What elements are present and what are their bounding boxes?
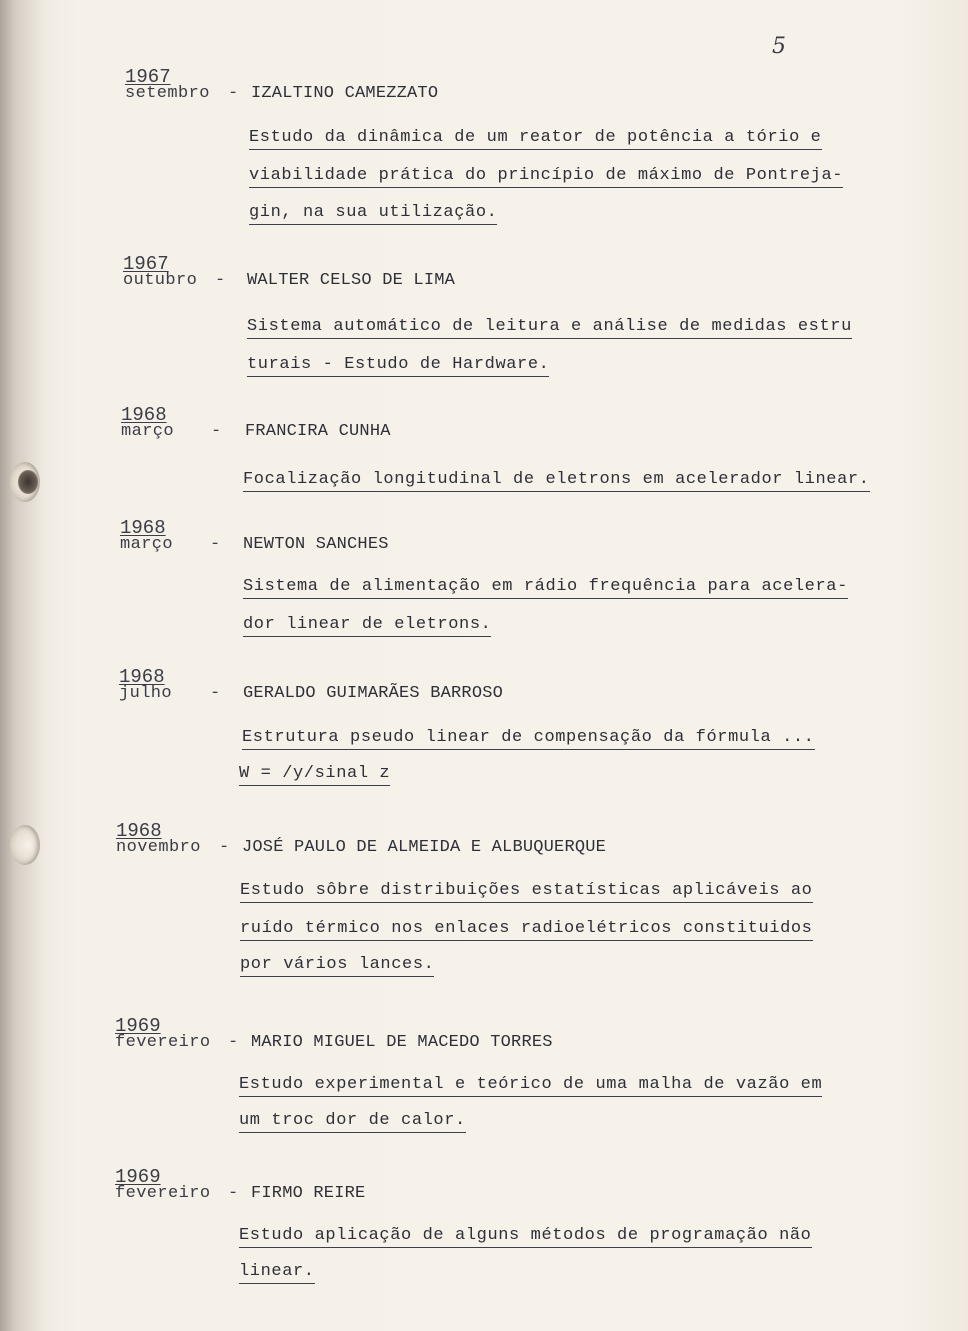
entry-dash: -: [215, 271, 226, 290]
entry-author: IZALTINO CAMEZZATO: [251, 84, 439, 103]
entry-author: FIRMO REIRE: [251, 1184, 366, 1203]
entry-title-line: Estudo da dinâmica de um reator de potência a tório e: [249, 128, 822, 150]
entry-year: 1969: [115, 1166, 161, 1188]
entry-month: julho: [119, 684, 173, 703]
entry-author: WALTER CELSO DE LIMA: [247, 271, 456, 290]
entry-title-line: turais - Estudo de Hardware.: [247, 355, 549, 377]
entry-title-line: linear.: [239, 1262, 315, 1284]
entry-title-line: um troc dor de calor.: [239, 1111, 466, 1133]
entry-author: NEWTON SANCHES: [243, 535, 389, 554]
entry-year: 1967: [125, 66, 171, 88]
entry-dash: -: [210, 684, 221, 703]
entry-year: 1969: [115, 1015, 161, 1037]
entry-title-line: por vários lances.: [240, 955, 434, 977]
entry-author: FRANCIRA CUNHA: [245, 422, 391, 441]
entry-year: 1968: [119, 666, 165, 688]
entry-dash: -: [228, 1033, 239, 1052]
entry-month: fevereiro: [115, 1033, 211, 1052]
entry-year: 1968: [121, 404, 167, 426]
entry-dash: -: [228, 1184, 239, 1203]
entry-title-line: viabilidade prática do princípio de máximo de Pontreja-: [249, 166, 843, 188]
punch-hole-top-dark: [18, 470, 38, 494]
entry-title-line: ruído térmico nos enlaces radioelétricos constituidos: [240, 919, 813, 941]
entry-month: março: [121, 422, 175, 441]
entry-author: GERALDO GUIMARÃES BARROSO: [243, 684, 504, 703]
entry-month: setembro: [125, 84, 210, 103]
entry-title-line: W = /y/sinal z: [239, 764, 390, 786]
entry-title-line: Estrutura pseudo linear de compensação da fórmula ...: [242, 728, 815, 750]
entry-title-line: gin, na sua utilização.: [249, 203, 497, 225]
entry-title-line: Estudo aplicação de alguns métodos de programação não: [239, 1226, 812, 1248]
entry-title-line: Estudo experimental e teórico de uma malha de vazão em: [239, 1075, 822, 1097]
entry-dash: -: [228, 84, 239, 103]
entry-title-line: Estudo sôbre distribuições estatísticas aplicáveis ao: [240, 881, 813, 903]
entry-title-line: Sistema de alimentação em rádio frequência para acelera-: [243, 577, 848, 599]
page-number: 5: [772, 34, 786, 59]
entry-month: março: [120, 535, 174, 554]
entry-month: novembro: [116, 838, 201, 857]
entry-month: fevereiro: [115, 1184, 211, 1203]
entry-title-line: dor linear de eletrons.: [243, 615, 491, 637]
entry-dash: -: [211, 422, 222, 441]
entry-dash: -: [210, 535, 221, 554]
entry-year: 1968: [120, 517, 166, 539]
binding-shadow: [0, 0, 48, 1331]
entry-year: 1967: [123, 253, 169, 275]
entry-title-line: Sistema automático de leitura e análise de medidas estru: [247, 317, 852, 339]
entry-month: outubro: [123, 271, 198, 290]
entry-author: JOSÉ PAULO DE ALMEIDA E ALBUQUERQUE: [242, 838, 607, 857]
entry-title-line: Focalização longitudinal de eletrons em acelerador linear.: [243, 470, 870, 492]
entry-year: 1968: [116, 820, 162, 842]
entry-author: MARIO MIGUEL DE MACEDO TORRES: [251, 1033, 553, 1052]
entry-dash: -: [219, 838, 230, 857]
punch-hole-bottom: [10, 825, 40, 865]
